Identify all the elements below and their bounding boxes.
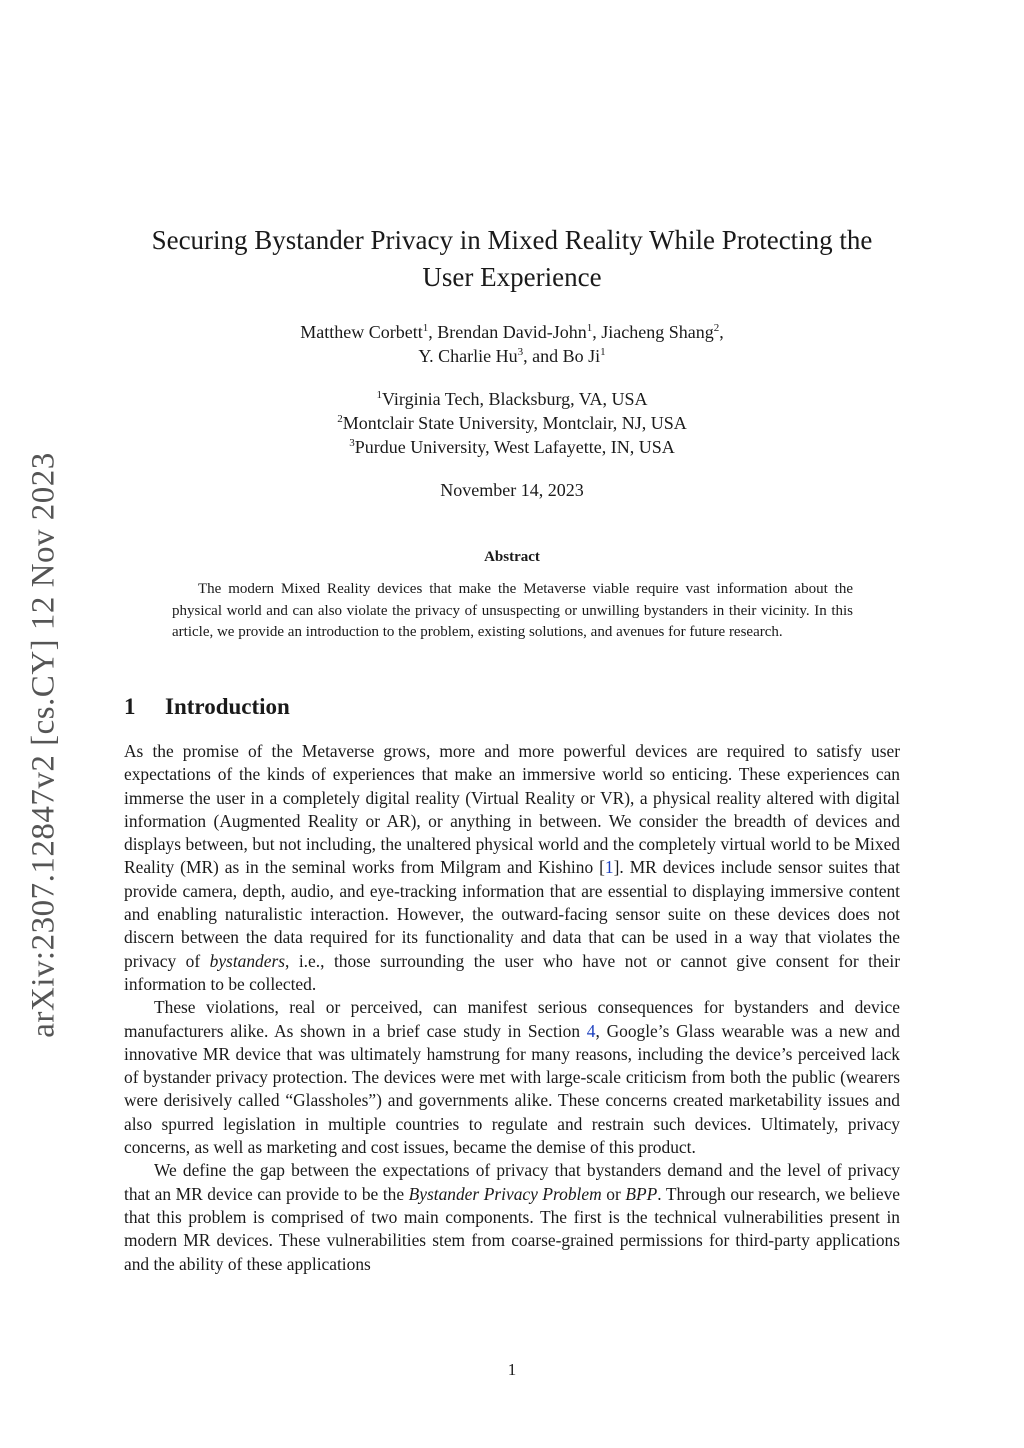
affiliation-mark: 3 [349, 437, 355, 449]
affiliation-mark: 2 [337, 413, 343, 425]
author-affiliation-mark: 2 [713, 322, 720, 334]
arxiv-identifier-stamp: arXiv:2307.12847v2 [cs.CY] 12 Nov 2023 [25, 452, 62, 1038]
affiliation-text: Virginia Tech, Blacksburg, VA, USA [382, 389, 648, 409]
emphasis-text: Bystander Privacy Problem [408, 1183, 602, 1204]
author-name: Brendan David-John [437, 322, 587, 342]
section-cross-reference-link[interactable]: 4 [586, 1020, 596, 1041]
paragraph-text: . Through our research, we believe that this problem is comprised of two main components. The first is the technical vulnerabilities present in modern MR devices. These vulnerabilities stem from coarse-grained permissions for third-party applications and the ability of these applications [124, 1183, 901, 1274]
author-name: Y. Charlie Hu [418, 346, 518, 366]
affiliation-text: Montclair State University, Montclair, NJ, USA [342, 413, 687, 433]
paragraph-text: , Google’s Glass wearable was a new and innovative MR device that was ultimately hamstrung for many reasons, including the device’s perceived lack of bystander privacy protection. The devices were met with large-scale criticism from both the public (wearers were derisively called “Glassholes”) and governments alike. These concerns created marketability issues and also spurred legislation in multiple countries to regulate and restrain such devices. Ultimately, privacy concerns, as well as marketing and cost issues, became the demise of this product. [124, 1020, 900, 1158]
paragraph-text: These violations, real or perceived, can manifest serious consequences for bystanders and device manufacturers alike. As shown in a brief case study in Section [124, 997, 900, 1041]
body-paragraph [124, 1159, 900, 1275]
paragraph-text: We define the gap between the expectations of privacy that bystanders demand and the level of privacy that an MR device can provide to be the [124, 1160, 900, 1204]
author-name: Jiacheng Shang [601, 322, 714, 342]
affiliation-text: Purdue University, West Lafayette, IN, USA [354, 437, 675, 457]
paragraph-text: ]. MR devices include sensor suites that provide camera, depth, audio, and eye-tracking information that are essential to displaying immersive content and enabling naturalistic interaction. However, the outward-facing sensor suite on these devices does not discern between the data required for its functionality and data that can be used in a way that violates the privacy of [124, 857, 900, 971]
paragraph-text: , i.e., those surrounding the user who have not or cannot give consent for their information to be collected. [124, 950, 900, 994]
paragraph-text: As the promise of the Metaverse grows, more and more powerful devices are required to satisfy user expectations of the kinds of experiences that make an immersive world so enticing. These experiences can immerse the user in a completely digital reality (Virtual Reality or VR), a physical reality altered with digital information (Augmented Reality or AR), or anything in between. We consider the breadth of devices and displays between, but not including, the unaltered physical world and the completely virtual world to be Mixed Reality (MR) as in the seminal works from Milgram and Kishino [ [124, 741, 900, 878]
author-affiliation-mark: 1 [422, 322, 429, 334]
page-number: 1 [507, 1360, 517, 1379]
author-affiliation-mark: 1 [600, 346, 606, 358]
section-title: Introduction [165, 694, 290, 719]
emphasis-text: bystanders [209, 950, 285, 971]
section-heading [124, 694, 290, 720]
citation-link[interactable]: 1 [604, 857, 614, 878]
author-conjunction: and [532, 346, 559, 366]
paragraph-text: or [601, 1183, 626, 1204]
abstract-text: The modern Mixed Reality devices that make the Metaverse viable require vast information about the physical world and can also violate the privacy of unsuspecting or unwilling bystanders in their vicinity. In this article, we provide an introduction to the problem, existing solutions, and avenues for future research. [172, 581, 853, 640]
author-affiliation-mark: 1 [586, 322, 593, 334]
publication-date: November 14, 2023 [440, 480, 584, 500]
affiliation-line [124, 387, 900, 411]
paper-title: Securing Bystander Privacy in Mixed Reality While Protecting the User Experience [151, 225, 873, 292]
author-affiliation-mark: 3 [517, 346, 524, 358]
author-name: Matthew Corbett [300, 322, 423, 342]
author-name: Bo Ji [562, 346, 601, 366]
affiliation-list [124, 387, 900, 459]
abstract-heading: Abstract [484, 549, 540, 565]
affiliation-line [124, 411, 900, 435]
body-paragraph [124, 740, 900, 996]
author-list: Matthew Corbett$^1$, Brendan David-John$^1$, Jiacheng Shang$^2$, Y. Charlie Hu$^3$, and Bo Ji$^1$ [300, 322, 724, 366]
emphasis-text: BPP [625, 1183, 658, 1204]
section-body [124, 740, 900, 1276]
body-paragraph [124, 996, 900, 1159]
affiliation-line [124, 435, 900, 459]
affiliation-mark: 1 [376, 389, 382, 401]
section-number: 1 [124, 694, 136, 719]
